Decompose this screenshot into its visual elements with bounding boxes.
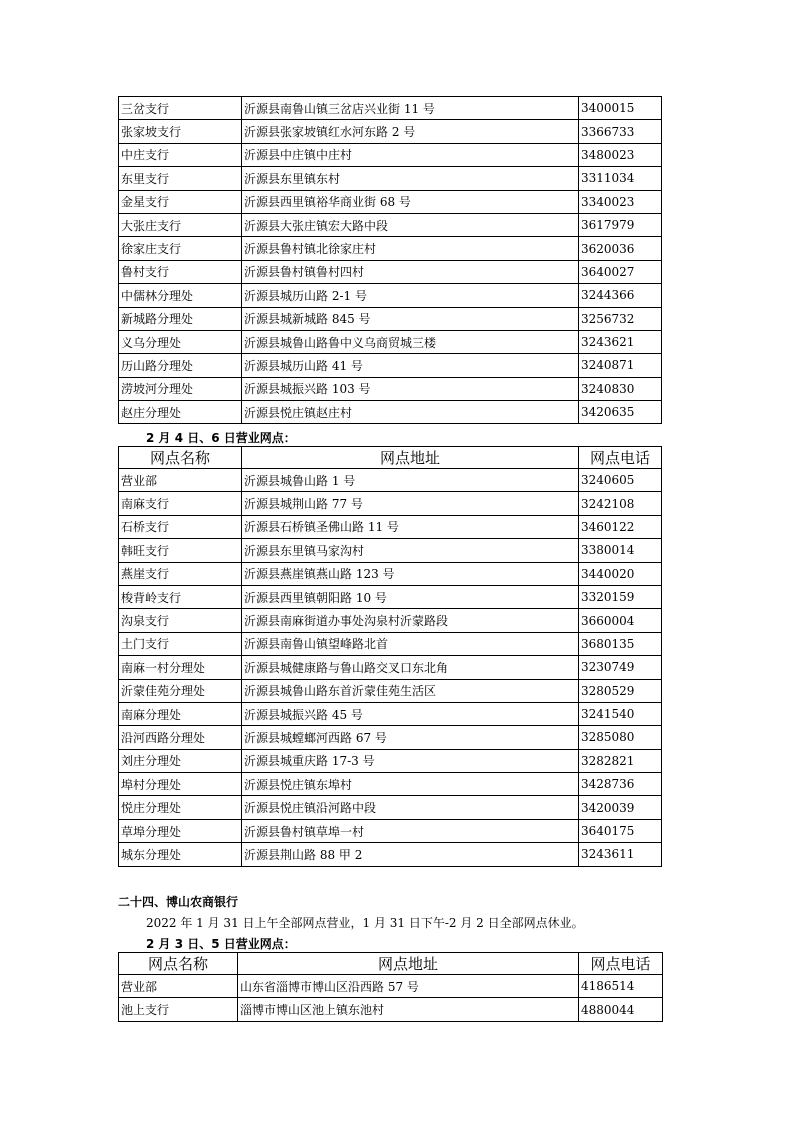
branch-phone-cell: 3285080	[579, 726, 662, 749]
branch-name-cell: 韩旺支行	[119, 539, 242, 562]
branch-name-cell: 梭背岭支行	[119, 585, 242, 608]
table-row	[119, 260, 662, 283]
branch-address-cell: 沂源县鲁村镇草埠一村	[242, 819, 579, 842]
branch-address-cell: 沂源县悦庄镇东埠村	[242, 773, 579, 796]
branch-name-cell: 石桥支行	[119, 515, 242, 538]
table-row	[119, 702, 662, 725]
table-body	[119, 469, 662, 867]
table-row	[119, 190, 662, 213]
table-header	[119, 953, 663, 975]
branch-address-cell: 沂源县城历山路 2-1 号	[242, 284, 579, 307]
branch-address-cell: 沂源县东里镇马家沟村	[242, 539, 579, 562]
branch-name-cell: 中儒林分理处	[119, 284, 242, 307]
branch-name-cell: 土门支行	[119, 632, 242, 655]
branch-name-cell: 草埠分理处	[119, 819, 242, 842]
branch-name-cell: 埠村分理处	[119, 773, 242, 796]
branch-address-cell: 沂源县大张庄镇宏大路中段	[242, 213, 579, 236]
branch-address-cell: 沂源县西里镇裕华商业街 68 号	[242, 190, 579, 213]
table-row	[119, 819, 662, 842]
branch-phone-cell: 3480023	[579, 143, 662, 166]
table-row	[119, 632, 662, 655]
branch-address-cell: 沂源县张家坡镇红水河东路 2 号	[242, 120, 579, 143]
branch-name-cell: 大张庄支行	[119, 213, 242, 236]
branch-phone-cell: 3241540	[579, 702, 662, 725]
section-paragraph: 2022 年 1 月 31 日上午全部网点营业，1 月 31 日下午-2 月 2 日全部网点休业。	[146, 916, 584, 930]
branch-name-cell: 中庄支行	[119, 143, 242, 166]
table-row	[119, 609, 662, 632]
table-row	[119, 749, 662, 772]
table-row	[119, 998, 663, 1021]
branch-name-cell: 新城路分理处	[119, 307, 242, 330]
header-branch-name: 网点名称	[119, 953, 238, 975]
table-row	[119, 773, 662, 796]
branch-name-cell: 赵庄分理处	[119, 401, 242, 424]
branch-name-cell: 涝坡河分理处	[119, 377, 242, 400]
branch-phone-cell: 3230749	[579, 656, 662, 679]
section-label-feb-4-6: 2 月 4 日、6 日营业网点：	[146, 431, 296, 445]
branch-address-cell: 沂源县城鲁山路东首沂蒙佳苑生活区	[242, 679, 579, 702]
branch-phone-cell: 3420039	[579, 796, 662, 819]
table-row	[119, 143, 662, 166]
table-row	[119, 120, 662, 143]
branch-phone-cell: 3640175	[579, 819, 662, 842]
branch-name-cell: 三岔支行	[119, 97, 242, 120]
branch-phone-cell: 3240871	[579, 354, 662, 377]
table-row	[119, 679, 662, 702]
table-row	[119, 213, 662, 236]
branch-address-cell: 沂源县城新城路 845 号	[242, 307, 579, 330]
branch-name-cell: 东里支行	[119, 167, 242, 190]
table-row	[119, 377, 662, 400]
branch-address-cell: 沂源县城振兴路 45 号	[242, 702, 579, 725]
table-body	[119, 97, 662, 424]
branch-name-cell: 悦庄分理处	[119, 796, 242, 819]
branch-address-cell: 沂源县荆山路 88 甲 2	[242, 843, 579, 866]
branch-phone-cell: 3243621	[579, 330, 662, 353]
table-row	[119, 843, 662, 866]
branch-phone-cell: 3244366	[579, 284, 662, 307]
table-row	[119, 284, 662, 307]
branch-address-cell: 沂源县燕崖镇燕山路 123 号	[242, 562, 579, 585]
branch-phone-cell: 4880044	[579, 998, 663, 1021]
branch-name-cell: 徐家庄支行	[119, 237, 242, 260]
branch-address-cell: 沂源县中庄镇中庄村	[242, 143, 579, 166]
header-branch-address: 网点地址	[242, 447, 579, 469]
branch-address-cell: 沂源县石桥镇圣佛山路 11 号	[242, 515, 579, 538]
branch-address-cell: 沂源县城荆山路 77 号	[242, 492, 579, 515]
branch-address-cell: 沂源县城健康路与鲁山路交叉口东北角	[242, 656, 579, 679]
branch-phone-cell: 3680135	[579, 632, 662, 655]
branch-address-cell: 沂源县南鲁山镇三岔店兴业街 11 号	[242, 97, 579, 120]
branch-table-3	[118, 952, 663, 1022]
branch-address-cell: 沂源县城鲁山路鲁中义乌商贸城三楼	[242, 330, 579, 353]
table-row	[119, 539, 662, 562]
header-branch-address: 网点地址	[238, 953, 579, 975]
branch-address-cell: 沂源县悦庄镇赵庄村	[242, 401, 579, 424]
branch-phone-cell: 3282821	[579, 749, 662, 772]
branch-phone-cell: 3340023	[579, 190, 662, 213]
branch-phone-cell: 3380014	[579, 539, 662, 562]
section-label-feb-3-5: 2 月 3 日、5 日营业网点：	[146, 937, 296, 951]
table-row	[119, 469, 662, 492]
header-branch-phone: 网点电话	[579, 447, 662, 469]
branch-name-cell: 营业部	[119, 469, 242, 492]
branch-name-cell: 张家坡支行	[119, 120, 242, 143]
branch-name-cell: 南麻一村分理处	[119, 656, 242, 679]
branch-phone-cell: 3400015	[579, 97, 662, 120]
branch-phone-cell: 3280529	[579, 679, 662, 702]
branch-phone-cell: 3256732	[579, 307, 662, 330]
table-row	[119, 585, 662, 608]
branch-address-cell: 沂源县城重庆路 17-3 号	[242, 749, 579, 772]
branch-address-cell: 沂源县南麻街道办事处沟泉村沂蒙路段	[242, 609, 579, 632]
branch-address-cell: 沂源县城振兴路 103 号	[242, 377, 579, 400]
branch-name-cell: 沟泉支行	[119, 609, 242, 632]
branch-phone-cell: 3620036	[579, 237, 662, 260]
branch-phone-cell: 3366733	[579, 120, 662, 143]
branch-address-cell: 沂源县东里镇东村	[242, 167, 579, 190]
table-row	[119, 354, 662, 377]
branch-name-cell: 历山路分理处	[119, 354, 242, 377]
branch-phone-cell: 3320159	[579, 585, 662, 608]
branch-address-cell: 沂源县城鲁山路 1 号	[242, 469, 579, 492]
table-row	[119, 330, 662, 353]
branch-phone-cell: 3420635	[579, 401, 662, 424]
branch-table-2	[118, 446, 662, 867]
branch-address-cell: 沂源县鲁村镇北徐家庄村	[242, 237, 579, 260]
branch-address-cell: 沂源县城螳螂河西路 67 号	[242, 726, 579, 749]
table-row	[119, 796, 662, 819]
branch-name-cell: 营业部	[119, 975, 238, 998]
branch-phone-cell: 3640027	[579, 260, 662, 283]
branch-address-cell: 淄博市博山区池上镇东池村	[238, 998, 579, 1021]
header-branch-phone: 网点电话	[579, 953, 663, 975]
table-row	[119, 401, 662, 424]
branch-phone-cell: 3617979	[579, 213, 662, 236]
branch-name-cell: 城东分理处	[119, 843, 242, 866]
branch-phone-cell: 3460122	[579, 515, 662, 538]
branch-address-cell: 山东省淄博市博山区沿西路 57 号	[238, 975, 579, 998]
branch-name-cell: 沂蒙佳苑分理处	[119, 679, 242, 702]
branch-phone-cell: 3428736	[579, 773, 662, 796]
branch-phone-cell: 3440020	[579, 562, 662, 585]
branch-name-cell: 池上支行	[119, 998, 238, 1021]
branch-name-cell: 南麻分理处	[119, 702, 242, 725]
branch-address-cell: 沂源县城历山路 41 号	[242, 354, 579, 377]
table-row	[119, 167, 662, 190]
branch-name-cell: 燕崖支行	[119, 562, 242, 585]
branch-table-1	[118, 96, 662, 424]
table-row	[119, 492, 662, 515]
branch-phone-cell: 3242108	[579, 492, 662, 515]
branch-phone-cell: 3660004	[579, 609, 662, 632]
table-header	[119, 447, 662, 469]
branch-phone-cell: 3311034	[579, 167, 662, 190]
section-heading: 二十四、博山农商银行	[118, 895, 239, 909]
table-row	[119, 307, 662, 330]
branch-name-cell: 刘庄分理处	[119, 749, 242, 772]
branch-name-cell: 金星支行	[119, 190, 242, 213]
table-row	[119, 975, 663, 998]
branch-phone-cell: 3243611	[579, 843, 662, 866]
table-row	[119, 656, 662, 679]
branch-address-cell: 沂源县悦庄镇沿河路中段	[242, 796, 579, 819]
table-row	[119, 562, 662, 585]
table-row	[119, 726, 662, 749]
branch-phone-cell: 4186514	[579, 975, 663, 998]
branch-phone-cell: 3240605	[579, 469, 662, 492]
branch-address-cell: 沂源县鲁村镇鲁村四村	[242, 260, 579, 283]
branch-name-cell: 沿河西路分理处	[119, 726, 242, 749]
table-row	[119, 97, 662, 120]
branch-address-cell: 沂源县南鲁山镇望峰路北首	[242, 632, 579, 655]
branch-name-cell: 鲁村支行	[119, 260, 242, 283]
table-row	[119, 515, 662, 538]
branch-address-cell: 沂源县西里镇朝阳路 10 号	[242, 585, 579, 608]
table-body	[119, 975, 663, 1022]
table-row	[119, 237, 662, 260]
header-branch-name: 网点名称	[119, 447, 242, 469]
branch-name-cell: 南麻支行	[119, 492, 242, 515]
branch-phone-cell: 3240830	[579, 377, 662, 400]
branch-name-cell: 义乌分理处	[119, 330, 242, 353]
